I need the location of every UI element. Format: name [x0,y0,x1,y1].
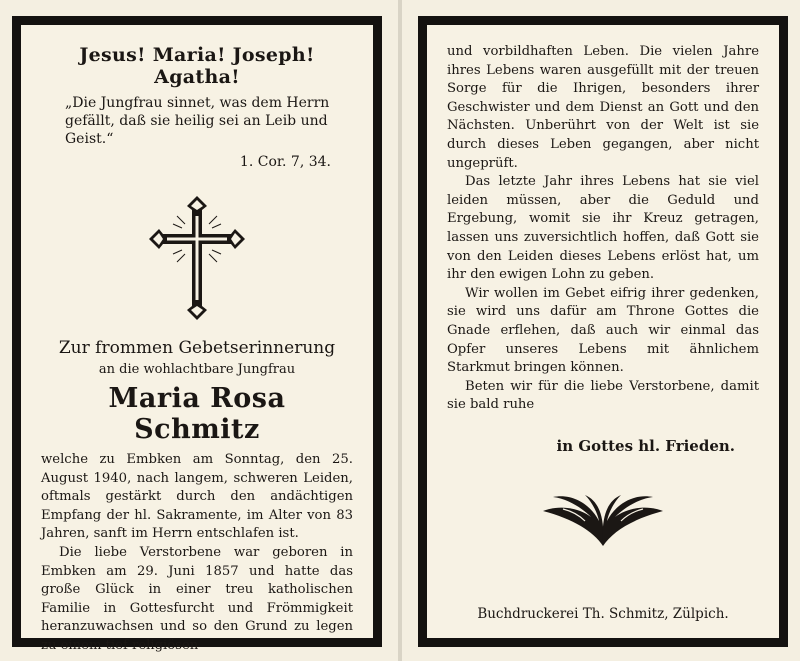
invocation: Jesus! Maria! Joseph! Agatha! [79,44,315,88]
ornament-container [447,491,759,551]
right-paragraph-2: Das letzte Jahr ihres Lebens hat sie viel leiden müssen, aber die Geduld und Ergebung, womit sie ihr Kreuz getragen, lassen uns zuversichtlich hoffen, daß Gott sie von den Leiden dieses Lebens erlöst hat, um ihr den ewigen Lohn zu geben. [447,174,759,283]
right-mourning-border [418,16,788,647]
acanthus-ornament-icon [533,491,673,551]
right-body-text [447,43,759,415]
right-paragraph-3: Wir wollen im Gebet eifrig ihrer gedenken, sie wird uns dafür am Throne Gottes die Gnade erflehen, daß auch wir einmal das Opfer unseres Lebens mit ähnlichem Starkmut bringen können. [447,285,759,376]
left-paragraph-2: Die liebe Verstorbene war geboren in Embken am 29. Juni 1857 und hatte das große Glück in einer treu katholischen Familie in Gottesfurcht und Frömmigkeit heranzuwachsen und so den Grund zu legen zu einem tief religiösen [41,544,353,653]
bible-citation: 1. Cor. 7, 34. [239,154,331,170]
left-paragraph-1: welche zu Embken am Sonntag, den 25. August 1940, nach langem, schweren Leiden, oftmals gestärkt durch den andächtigen Empfang der hl. Sakramente, im Alter von 83 Jahren, sanft im Herrn entschlafen ist. [41,452,353,542]
printer-imprint: Buchdruckerei Th. Schmitz, Zülpich. [477,606,729,622]
left-page-content [21,25,373,653]
right-page-content [427,25,779,638]
epigraph-quote: „Die Jungfrau sinnet, was dem Herrn gefällt, daß sie heilig sei an Leib und Geist.“ [65,95,330,147]
left-page [0,0,398,661]
deceased-name: Maria Rosa Schmitz [108,383,286,445]
memorial-heading: Zur frommen Gebetserinnerung [58,338,336,358]
memorial-subheading: an die wohlachtbare Jungfrau [98,362,296,377]
right-paragraph-1: und vorbildhaften Leben. Die vielen Jahre ihres Lebens waren ausgefüllt mit der treuen Sorge für die Ihrigen, besonders ihrer Geschwister und dem Dienst an Gott und den Nächsten. Unberührt von der Welt ist sie durch dieses Leben gegangen, aber nicht ungeprüft. [447,44,759,171]
cross-container [41,194,353,322]
right-page [402,0,800,661]
right-paragraph-4: Beten wir für die liebe Verstorbene, damit sie bald ruhe [447,378,759,413]
left-body-text [41,451,353,656]
closing-line: in Gottes hl. Frieden. [556,436,735,455]
ornate-cross-icon [147,194,247,322]
left-mourning-border [12,16,382,653]
